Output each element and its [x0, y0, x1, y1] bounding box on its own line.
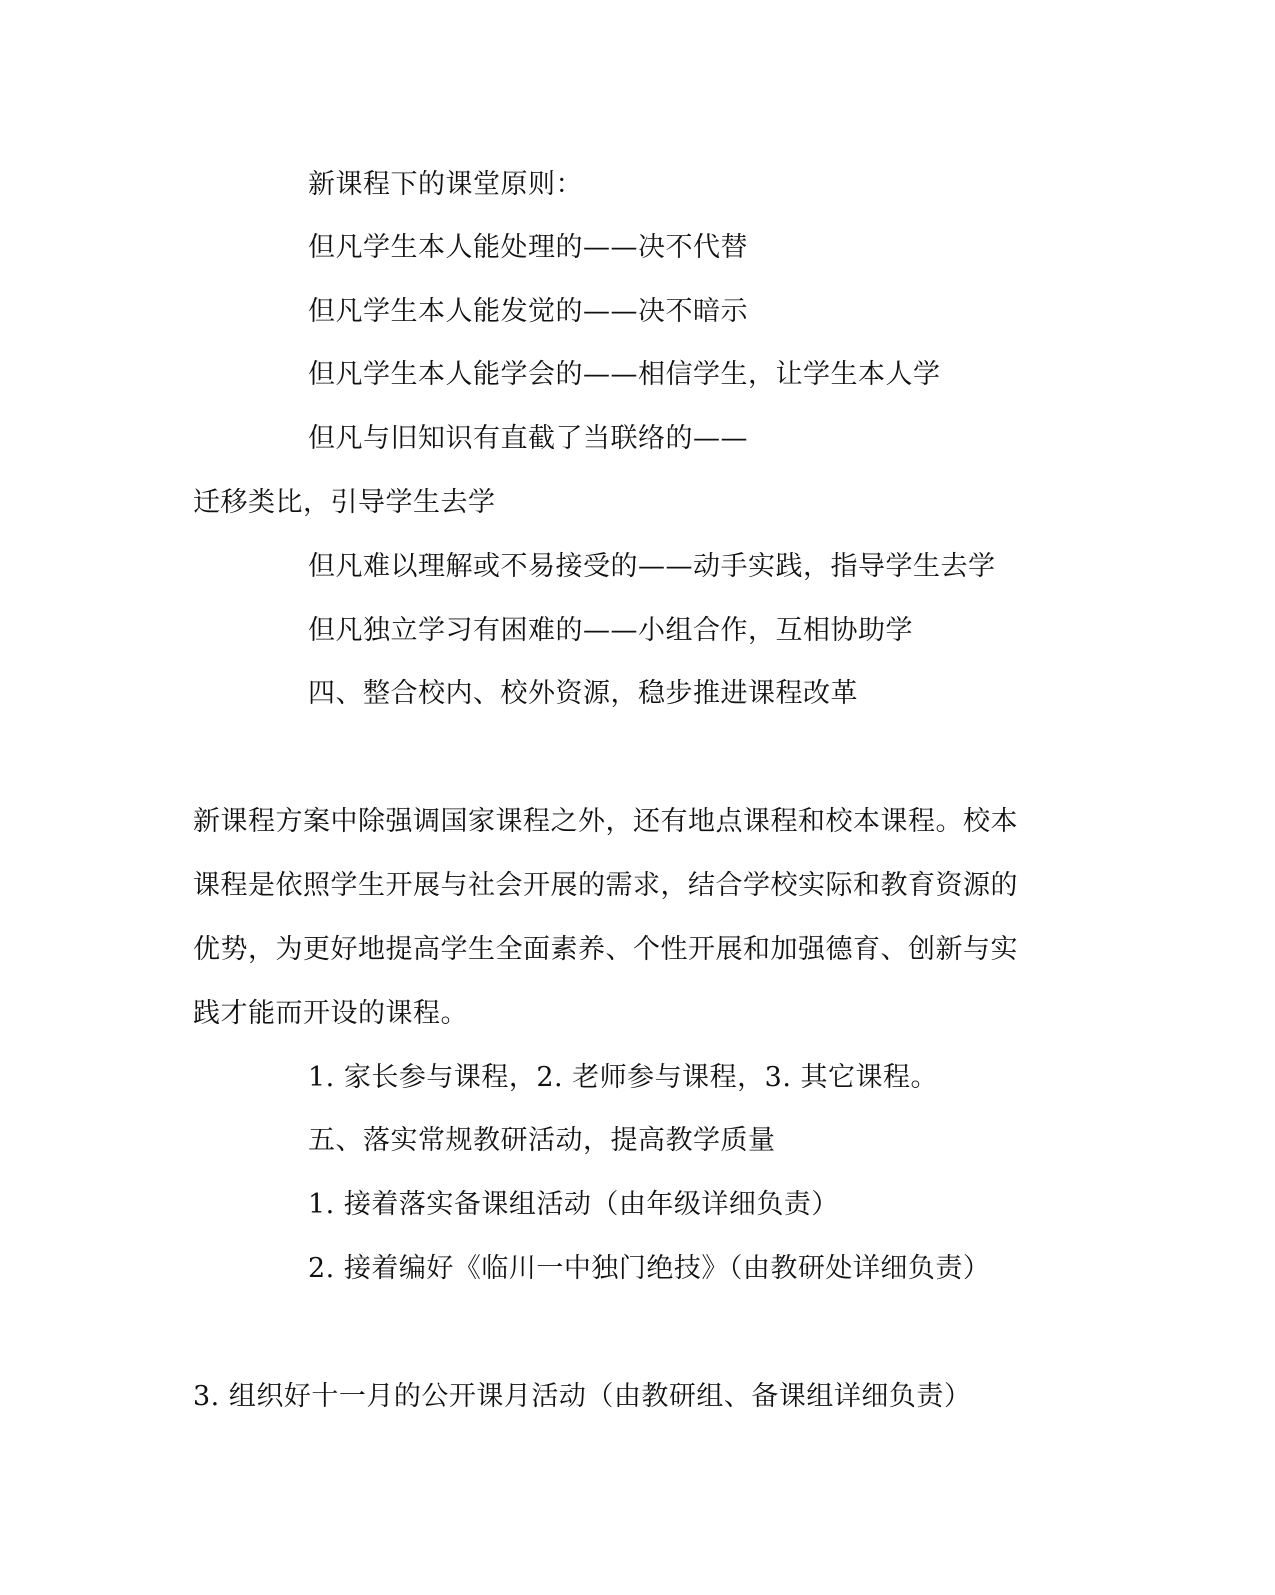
text-line: 优势，为更好地提高学生全面素养、个性开展和加强德育、创新与实 [193, 934, 1018, 965]
text-line: 课程是依照学生开展与社会开展的需求，结合学校实际和教育资源的 [193, 870, 1018, 901]
text-line: 但凡与旧知识有直截了当联络的—— [308, 423, 748, 454]
text-line: 2. 接着编好《临川一中独门绝技》（由教研处详细负责） [308, 1253, 991, 1284]
text-line: 践才能而开设的课程。 [193, 998, 468, 1029]
text-line: 但凡学生本人能发觉的——决不暗示 [308, 296, 748, 327]
section-heading: 四、整合校内、校外资源，稳步推进课程改革 [308, 678, 858, 709]
text-line: 但凡难以理解或不易接受的——动手实践，指导学生去学 [308, 551, 996, 582]
text-line: 新课程方案中除强调国家课程之外，还有地点课程和校本课程。校本 [193, 806, 1018, 837]
section-heading: 五、落实常规教研活动，提高教学质量 [308, 1125, 776, 1156]
text-line: 1. 接着落实备课组活动（由年级详细负责） [308, 1189, 839, 1220]
text-line: 但凡学生本人能学会的——相信学生，让学生本人学 [308, 359, 941, 390]
text-line: 新课程下的课堂原则： [308, 169, 583, 200]
text-line: 1. 家长参与课程，2. 老师参与课程，3. 其它课程。 [308, 1062, 939, 1093]
text-line: 3. 组织好十一月的公开课月活动（由教研组、备课组详细负责） [193, 1381, 972, 1412]
text-line: 但凡独立学习有困难的——小组合作，互相协助学 [308, 615, 913, 646]
text-line: 但凡学生本人能处理的——决不代替 [308, 232, 748, 263]
text-line: 迁移类比，引导学生去学 [193, 487, 496, 518]
